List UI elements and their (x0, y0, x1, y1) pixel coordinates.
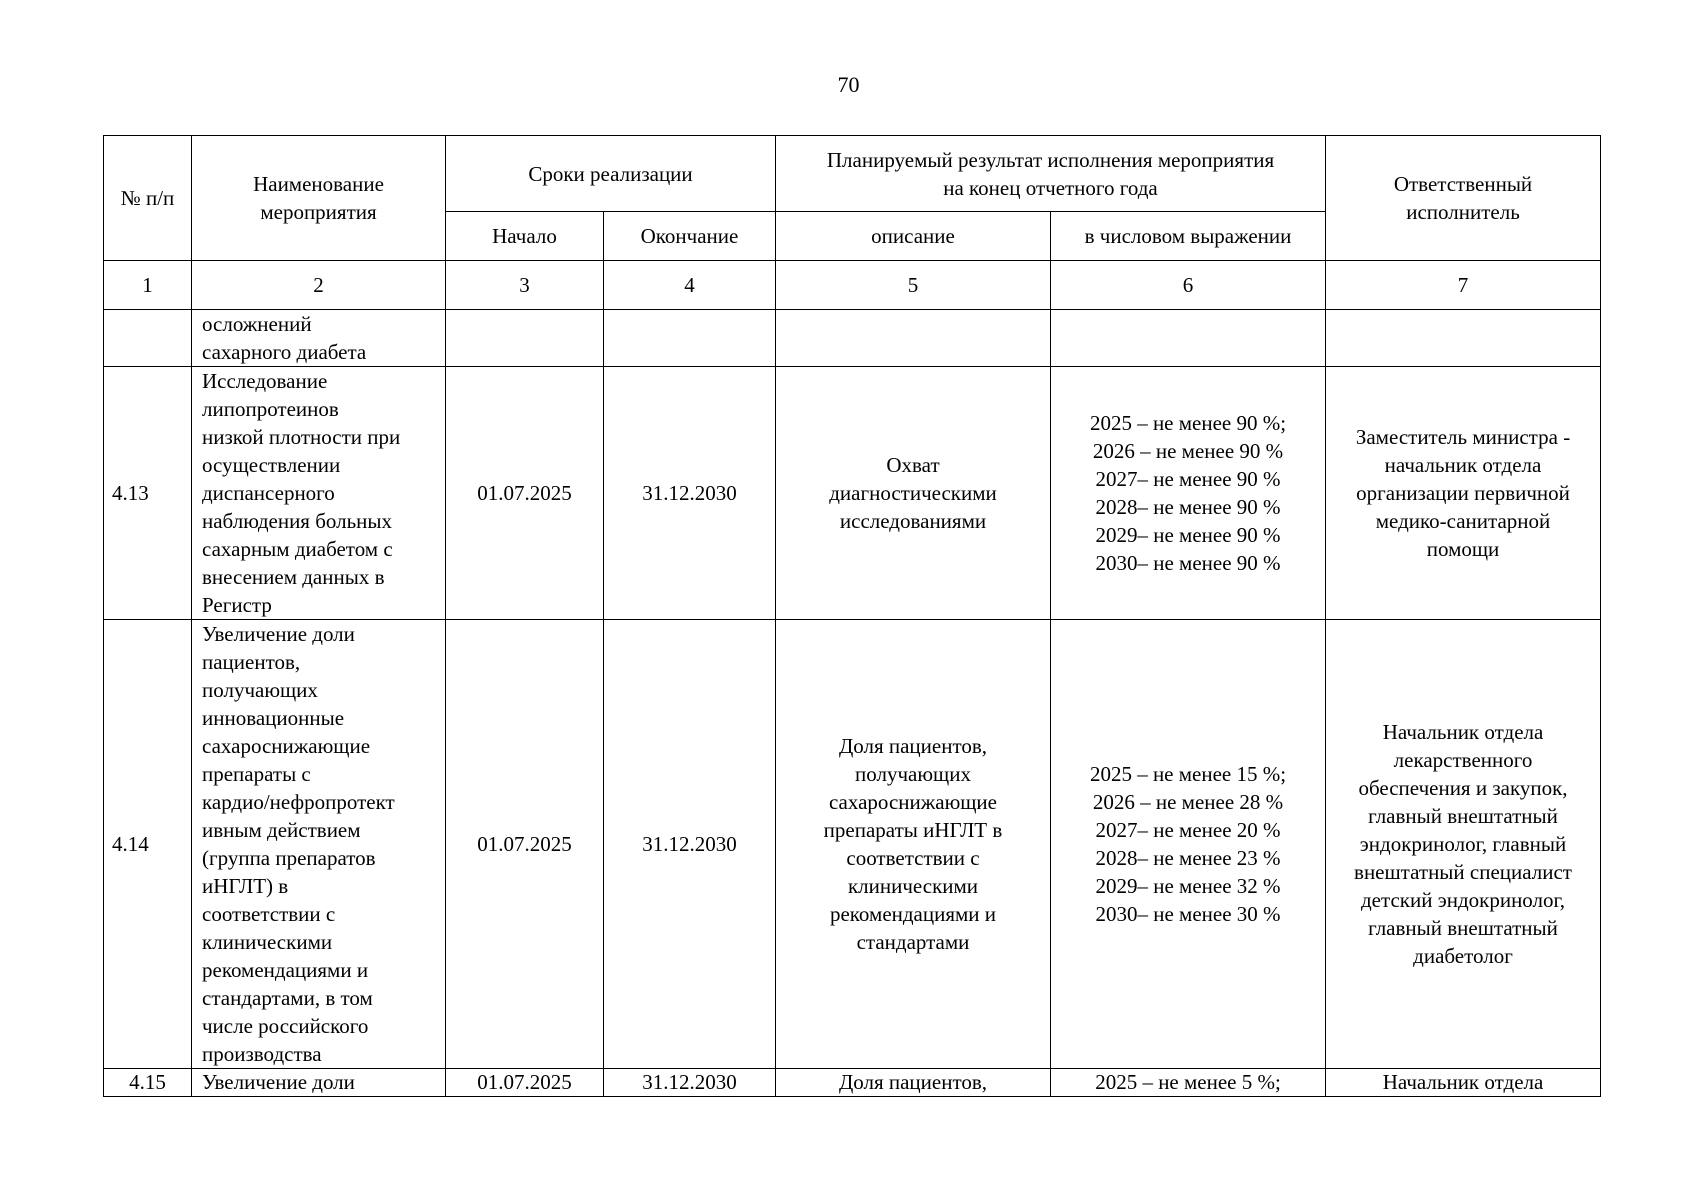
row-name: осложнений сахарного диабета (192, 310, 446, 367)
row-responsible (1326, 310, 1601, 367)
row-responsible: Начальник отдела (1326, 1069, 1601, 1097)
column-number: 4 (604, 261, 776, 310)
row-description (776, 310, 1051, 367)
column-numbers-row (104, 261, 1601, 310)
header-responsible: Ответственный исполнитель (1326, 136, 1601, 261)
column-number: 5 (776, 261, 1051, 310)
table-row (104, 310, 1601, 367)
header-start: Начало (446, 212, 604, 261)
row-end (604, 310, 776, 367)
row-end: 31.12.2030 (604, 620, 776, 1069)
row-description: Доля пациентов, получающих сахароснижающие препараты иНГЛТ в соответствии с клиническими рекомендациями и стандартами (776, 620, 1051, 1069)
row-value: 2025 – не менее 15 %; 2026 – не менее 28 % 2027– не менее 20 % 2028– не менее 23 % 2029– не менее 32 % 2030– не менее 30 % (1051, 620, 1326, 1069)
row-start: 01.07.2025 (446, 367, 604, 620)
header-description: описание (776, 212, 1051, 261)
row-name: Увеличение доли пациентов, получающих инновационные сахароснижающие препараты с кардио/нефропротект ивным действием (группа препаратов иНГЛТ) в соответствии с клиническими рекомендациями и стандартами, в том числе российского производства (192, 620, 446, 1069)
column-number: 7 (1326, 261, 1601, 310)
column-number: 6 (1051, 261, 1326, 310)
row-end: 31.12.2030 (604, 1069, 776, 1097)
row-description: Охват диагностическими исследованиями (776, 367, 1051, 620)
activities-table (103, 135, 1601, 1097)
header-name: Наименование мероприятия (192, 136, 446, 261)
table-row (104, 620, 1601, 1069)
table-row (104, 1069, 1601, 1097)
column-number: 2 (192, 261, 446, 310)
header-num: № п/п (104, 136, 192, 261)
row-value (1051, 310, 1326, 367)
row-value: 2025 – не менее 5 %; (1051, 1069, 1326, 1097)
header-period: Сроки реализации (446, 136, 776, 212)
row-responsible: Начальник отдела лекарственного обеспечения и закупок, главный внештатный эндокринолог, главный внештатный специалист детский эндокринолог, главный внештатный диабетолог (1326, 620, 1601, 1069)
row-name: Исследование липопротеинов низкой плотности при осуществлении диспансерного наблюдения больных сахарным диабетом с внесением данных в Регистр (192, 367, 446, 620)
page-number: 70 (837, 72, 860, 97)
header-result: Планируемый результат исполнения мероприятия на конец отчетного года (776, 136, 1326, 212)
row-end: 31.12.2030 (604, 367, 776, 620)
column-number: 3 (446, 261, 604, 310)
row-start: 01.07.2025 (446, 620, 604, 1069)
header-end: Окончание (604, 212, 776, 261)
row-responsible: Заместитель министра - начальник отдела организации первичной медико-санитарной помощи (1326, 367, 1601, 620)
table-row (104, 367, 1601, 620)
column-number: 1 (104, 261, 192, 310)
row-value: 2025 – не менее 90 %; 2026 – не менее 90 % 2027– не менее 90 % 2028– не менее 90 % 2029– не менее 90 % 2030– не менее 90 % (1051, 367, 1326, 620)
header-value: в числовом выражении (1051, 212, 1326, 261)
row-start: 01.07.2025 (446, 1069, 604, 1097)
row-start (446, 310, 604, 367)
row-name: Увеличение доли (192, 1069, 446, 1097)
header-row-1 (104, 136, 1601, 212)
row-num: 4.14 (104, 620, 192, 1069)
row-description: Доля пациентов, (776, 1069, 1051, 1097)
row-num (104, 310, 192, 367)
row-num: 4.15 (104, 1069, 192, 1097)
row-num: 4.13 (104, 367, 192, 620)
